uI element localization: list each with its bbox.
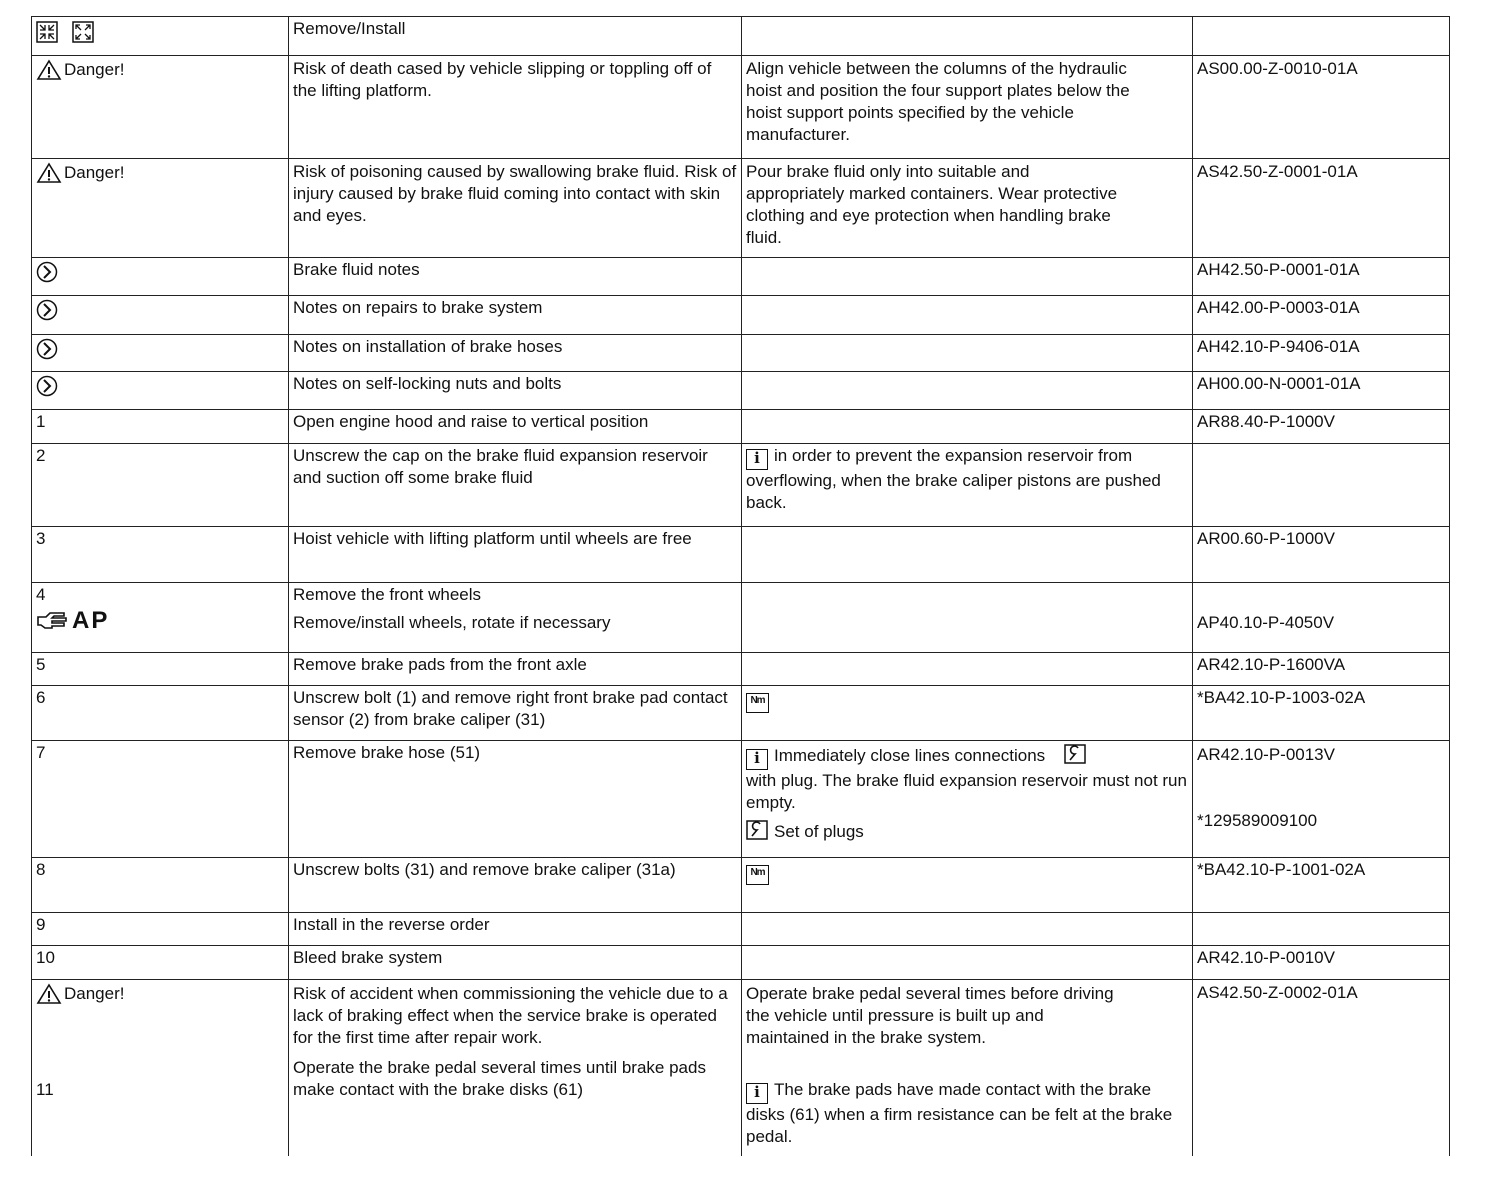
document-ref: AH42.10-P-9406-01A — [1193, 335, 1450, 372]
reference-arrow-icon — [36, 375, 58, 397]
special-tool-icon — [746, 820, 768, 840]
table-row — [32, 980, 1450, 1156]
document-ref: AR42.10-P-1600VA — [1193, 653, 1450, 686]
table-row — [32, 583, 1450, 653]
document-ref: AS42.50-Z-0001-01A — [1193, 159, 1450, 258]
danger-label: Danger! — [36, 981, 284, 1005]
table-row — [32, 56, 1450, 159]
document-ref: AH00.00-N-0001-01A — [1193, 372, 1450, 410]
table-row — [32, 913, 1450, 946]
table-row — [32, 444, 1450, 527]
document-ref: AH42.50-P-0001-01A — [1193, 258, 1450, 296]
tool-part-number: *129589009100 — [1197, 811, 1318, 830]
step-number: 7 — [32, 741, 289, 858]
tool-name: Set of plugs — [774, 822, 864, 841]
reference-arrow-icon — [36, 261, 58, 283]
table-row — [32, 946, 1450, 980]
step-text: Remove brake hose (51) — [289, 741, 742, 858]
step-text: Install in the reverse order — [289, 913, 742, 946]
document-ref: AS42.50-Z-0002-01A — [1193, 980, 1450, 1156]
table-row — [32, 741, 1450, 858]
remark-text: with plug. The brake fluid expansion reservoir must not run empty. — [746, 771, 1187, 812]
table-row — [32, 372, 1450, 410]
table-row — [32, 258, 1450, 296]
document-ref: AP40.10-P-4050V — [1197, 613, 1335, 632]
step-text: Remove/Install — [289, 17, 742, 56]
warning-icon — [36, 983, 62, 1005]
ap-reference: AP — [36, 610, 284, 632]
step-number: 1 — [32, 410, 289, 444]
info-icon: i — [746, 449, 768, 470]
info-icon: i — [746, 749, 768, 770]
remark-text: Align vehicle between the columns of the hydraulic hoist and position the four support plates below the hoist support points specified by the vehicle manufacturer. — [742, 56, 1193, 159]
reference-arrow-icon — [36, 338, 58, 360]
remark-text: in order to prevent the expansion reservoir from overflowing, when the brake caliper pistons are pushed back. — [746, 446, 1161, 512]
step-text: Notes on repairs to brake system — [289, 296, 742, 335]
step-text: Unscrew the cap on the brake fluid expansion reservoir and suction off some brake fluid — [289, 444, 742, 527]
table-row — [32, 159, 1450, 258]
remark-text: The brake pads have made contact with the brake disks (61) when a firm resistance can be felt at the brake pedal. — [746, 1080, 1173, 1146]
table-row — [32, 296, 1450, 335]
install-icon — [72, 21, 94, 43]
step-text: Notes on installation of brake hoses — [289, 335, 742, 372]
document-ref: AR00.60-P-1000V — [1193, 527, 1450, 583]
cell-symbols — [32, 17, 289, 56]
document-ref: AR42.10-P-0013V — [1197, 745, 1335, 764]
step-text: Remove/install wheels, rotate if necessary — [293, 613, 611, 632]
step-number: 5 — [32, 653, 289, 686]
remove-icon — [36, 21, 58, 43]
danger-label: Danger! — [36, 160, 284, 184]
step-text: Open engine hood and raise to vertical position — [289, 410, 742, 444]
warning-icon — [36, 59, 62, 81]
table-row — [32, 527, 1450, 583]
remark-text: Operate brake pedal several times before driving the vehicle until pressure is built up and maintained in the brake system. — [746, 984, 1114, 1047]
special-tool-icon — [1064, 744, 1086, 764]
document-ref: AS00.00-Z-0010-01A — [1193, 56, 1450, 159]
table-row — [32, 335, 1450, 372]
table-row — [32, 653, 1450, 686]
step-number: 4 — [36, 585, 46, 604]
repair-instructions-table — [31, 16, 1450, 1156]
reference-arrow-icon — [36, 299, 58, 321]
step-number: 8 — [32, 858, 289, 913]
step-number: 9 — [32, 913, 289, 946]
document-ref: *BA42.10-P-1003-02A — [1193, 686, 1450, 741]
step-text: Operate the brake pedal several times until brake pads make contact with the brake disks (61) — [293, 1058, 706, 1099]
step-text: Hoist vehicle with lifting platform until wheels are free — [289, 527, 742, 583]
table-row — [32, 17, 1450, 56]
document-ref: AR88.40-P-1000V — [1193, 410, 1450, 444]
document-ref: *BA42.10-P-1001-02A — [1193, 858, 1450, 913]
step-text: Risk of death cased by vehicle slipping or toppling off of the lifting platform. — [289, 56, 742, 159]
torque-icon: Nm — [746, 693, 769, 713]
step-text: Notes on self-locking nuts and bolts — [289, 372, 742, 410]
table-row — [32, 686, 1450, 741]
remark-text: Immediately close lines connections — [774, 746, 1046, 765]
step-text: Unscrew bolts (31) and remove brake caliper (31a) — [289, 858, 742, 913]
pointing-hand-icon — [36, 610, 70, 632]
step-text: Remove the front wheels — [293, 585, 482, 604]
table-row — [32, 858, 1450, 913]
table-row — [32, 410, 1450, 444]
step-number: 10 — [32, 946, 289, 980]
step-text: Brake fluid notes — [289, 258, 742, 296]
torque-icon: Nm — [746, 865, 769, 885]
step-text: Bleed brake system — [289, 946, 742, 980]
step-text: Risk of accident when commissioning the vehicle due to a lack of braking effect when the service brake is operated for the first time after repair work. — [293, 984, 728, 1047]
warning-icon — [36, 162, 62, 184]
step-number: 11 — [36, 1080, 54, 1099]
remark-text: Pour brake fluid only into suitable and appropriately marked containers. Wear protective clothing and eye protection when handling brake fluid. — [742, 159, 1193, 258]
step-number: 3 — [32, 527, 289, 583]
step-number: 2 — [32, 444, 289, 527]
step-text: Remove brake pads from the front axle — [289, 653, 742, 686]
step-text: Unscrew bolt (1) and remove right front brake pad contact sensor (2) from brake caliper (31) — [289, 686, 742, 741]
danger-label: Danger! — [36, 57, 284, 81]
step-text: Risk of poisoning caused by swallowing brake fluid. Risk of injury caused by brake fluid coming into contact with skin and eyes. — [289, 159, 742, 258]
document-ref: AH42.00-P-0003-01A — [1193, 296, 1450, 335]
step-number: 6 — [32, 686, 289, 741]
info-icon: i — [746, 1083, 768, 1104]
document-ref: AR42.10-P-0010V — [1193, 946, 1450, 980]
